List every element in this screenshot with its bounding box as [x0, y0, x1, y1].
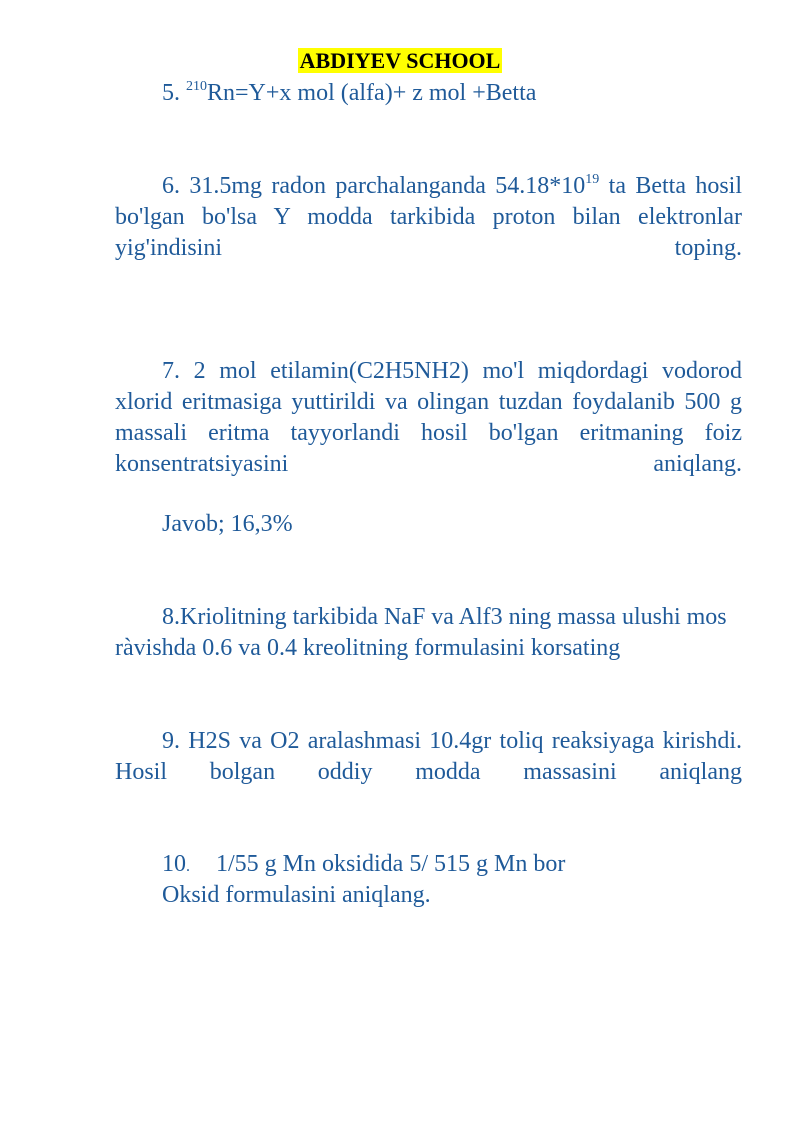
question-10-number: 10 — [162, 851, 186, 877]
question-6 — [115, 171, 742, 295]
question-5-text: Rn=Y+x mol (alfa)+ z mol +Betta — [207, 80, 537, 106]
question-7 — [115, 356, 742, 511]
question-5-mass-number: 210 — [186, 79, 207, 94]
question-9 — [115, 726, 742, 819]
question-6-text-start: 6. 31.5mg radon parchalanganda 54.18*10 — [162, 173, 586, 199]
question-7-text: 7. 2 mol etilamin(C2H5NH2) mo'l miqdordagi vodorod xlorid eritmasiga yuttirildi va olingan tuzdan foydalanib 500 g massali eritma tayyorlandi hosil bo'lgan eritmaning foiz konsentratsiyasini aniqlang. — [115, 358, 742, 477]
question-6-exponent: 19 — [585, 172, 600, 187]
question-10-dot: . — [186, 858, 190, 875]
school-header — [0, 46, 800, 76]
question-5-prefix: 5. — [162, 80, 186, 106]
question-5 — [115, 78, 742, 109]
question-10-line-2: Oksid formulasini aniqlang. — [162, 882, 431, 908]
question-8-text: 8.Kriolitning tarkibida NaF va Alf3 ning massa ulushi mos ràvishda 0.6 va 0.4 kreolitning formulasini korsating — [115, 604, 727, 661]
question-7-answer: Javob; 16,3% — [162, 511, 293, 537]
school-title: ABDIYEV SCHOOL — [299, 48, 501, 73]
question-9-text: 9. H2S va O2 aralashmasi 10.4gr toliq reaksiyaga kirishdi. Hosil bolgan oddiy modda massasini aniqlang — [115, 728, 742, 785]
question-8 — [115, 602, 742, 664]
question-10-line-1 — [162, 849, 565, 882]
question-10-text-1: 1/55 g Mn oksidida 5/ 515 g Mn bor — [216, 851, 566, 877]
question-6-text-end: ta Betta hosil bo'lgan bo'lsa Y modda tarkibida proton bilan elektronlar yig'indisini toping. — [115, 173, 742, 261]
